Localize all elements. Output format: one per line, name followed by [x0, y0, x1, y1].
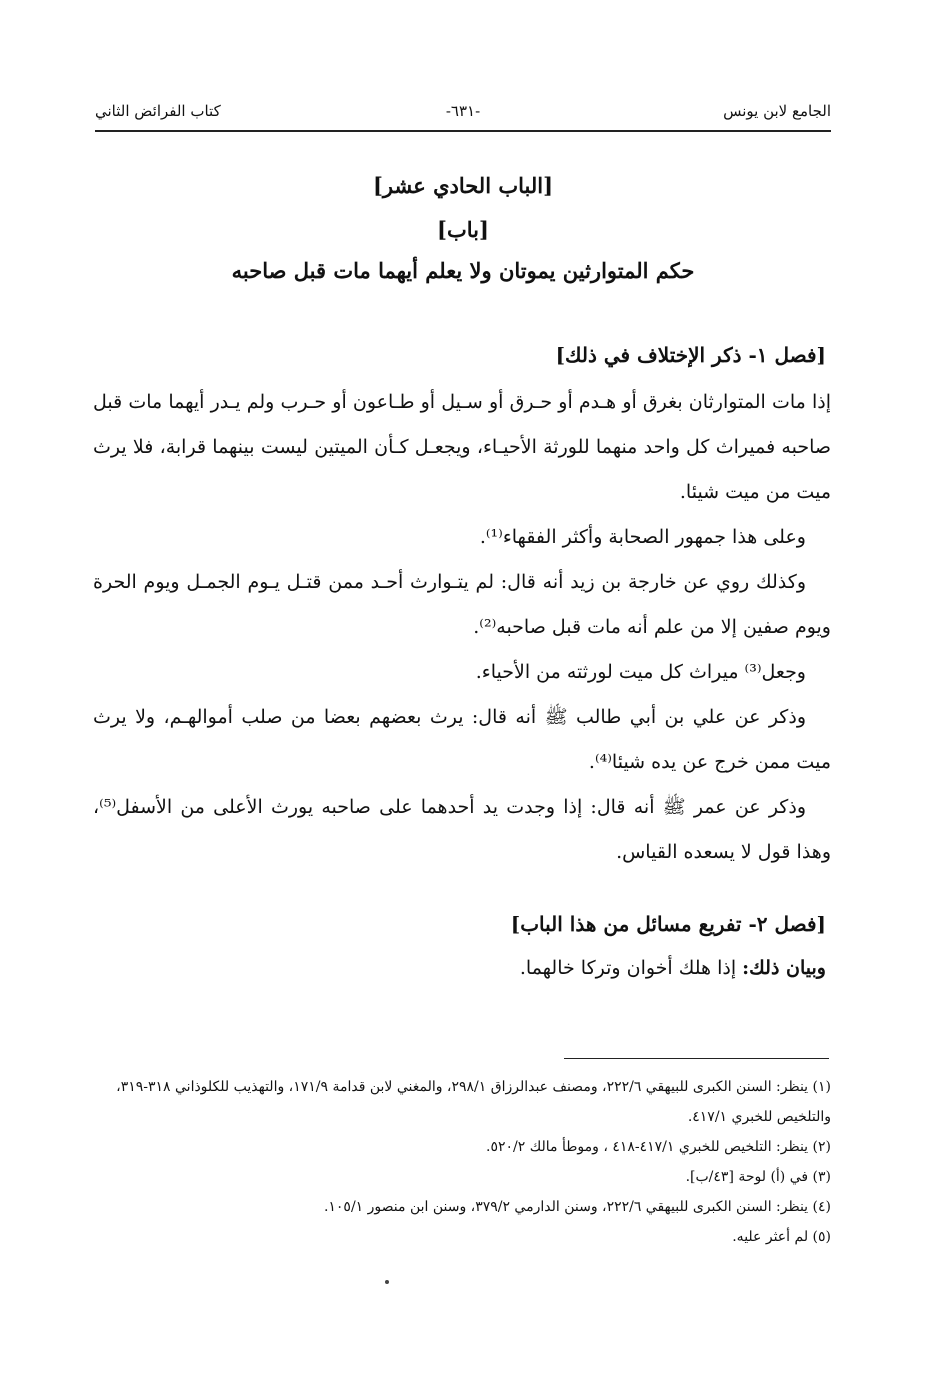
- paragraph: وجعل⁽³⁾ ميراث كل ميت لورثته من الأحياء.: [475, 661, 806, 683]
- chapter-title: [الباب الحادي عشر]: [372, 173, 554, 198]
- footnote-1: (١) ينظر: السنن الكبرى للبيهقي ٢٢٢/٦، ومصنف عبدالرزاق ٢٩٨/١، والمغني لابن قدامة ١٧١/٩، والتهذيب للكلوذاني ٣١٨-٣١٩، والتلخيص للخبري ٤١٧/١.: [116, 1079, 831, 1125]
- section-1-body: [93, 380, 831, 875]
- running-header: [95, 100, 831, 126]
- header-chapter-title: كتاب الفرائض الثاني: [95, 102, 221, 120]
- footnote-4: (٤) ينظر: السنن الكبرى للبيهقي ٢٢٢/٦، وسنن الدارمي ٣٧٩/٢، وسنن ابن منصور ١٠٥/١.: [323, 1199, 831, 1215]
- scan-speck: [385, 1280, 389, 1284]
- paragraph: وذكر عن علي بن أبي طالب ﷺ أنه قال: يرث بعضهم بعضا من صلب أموالهـم، ولا يرث ميت ممن خرج عن يده شيئا⁽⁴⁾.: [93, 706, 831, 773]
- footnote-divider: [564, 1058, 829, 1059]
- section-1-heading: [فصل ١- ذكر الإختلاف في ذلك]: [555, 343, 826, 367]
- paragraph: وكذلك روي عن خارجة بن زيد أنه قال: لم يتـوارث أحـد ممن قتـل يـوم الجمـل ويوم الحرة ويوم صفين إلا من علم أنه مات قبل صاحبه⁽²⁾.: [93, 571, 831, 638]
- footnotes: [93, 1072, 831, 1252]
- section-2-body: [93, 950, 826, 986]
- footnote-5: (٥) لم أعثر عليه.: [732, 1229, 831, 1245]
- section-2-text: إذا هلك أخوان وتركا خالهما.: [519, 957, 737, 979]
- page-number: -٦٣١-: [445, 102, 481, 120]
- footnote-2: (٢) ينظر: التلخيص للخبري ٤١٧/١-٤١٨ ، وموطأ مالك ٥٢٠/٢.: [486, 1139, 831, 1155]
- paragraph: وذكر عن عمر ﷺ أنه قال: إذا وجدت يد أحدهما على صاحبه يورث الأعلى من الأسفل⁽⁵⁾، وهذا قول لا يسعده القياس.: [93, 796, 831, 863]
- subject-title: حكم المتوارثين يموتان ولا يعلم أيهما مات قبل صاحبه: [231, 258, 695, 283]
- paragraph: وعلى هذا جمهور الصحابة وأكثر الفقهاء⁽¹⁾.: [479, 526, 806, 548]
- section-2-heading: [فصل ٢- تفريع مسائل من هذا الباب]: [510, 912, 826, 936]
- header-book-title: الجامع لابن يونس: [723, 102, 831, 120]
- bab-title: [باب]: [437, 217, 489, 242]
- section-2-lead: وبيان ذلك:: [742, 957, 826, 979]
- paragraph: إذا مات المتوارثان بغرق أو هـدم أو حـرق أو سـيل أو طـاعون أو حـرب ولم يـدر أيهما مات قبل صاحبه فميراث كل واحد منهما للورثة الأحيـاء، ويجعـل كـأن الميتين ليست بينهما قرابة، فلا يرث ميت من ميت شيئا.: [93, 391, 831, 503]
- header-divider: [95, 130, 831, 132]
- footnote-3: (٣) في (أ) لوحة [٤٣/ب].: [685, 1169, 831, 1185]
